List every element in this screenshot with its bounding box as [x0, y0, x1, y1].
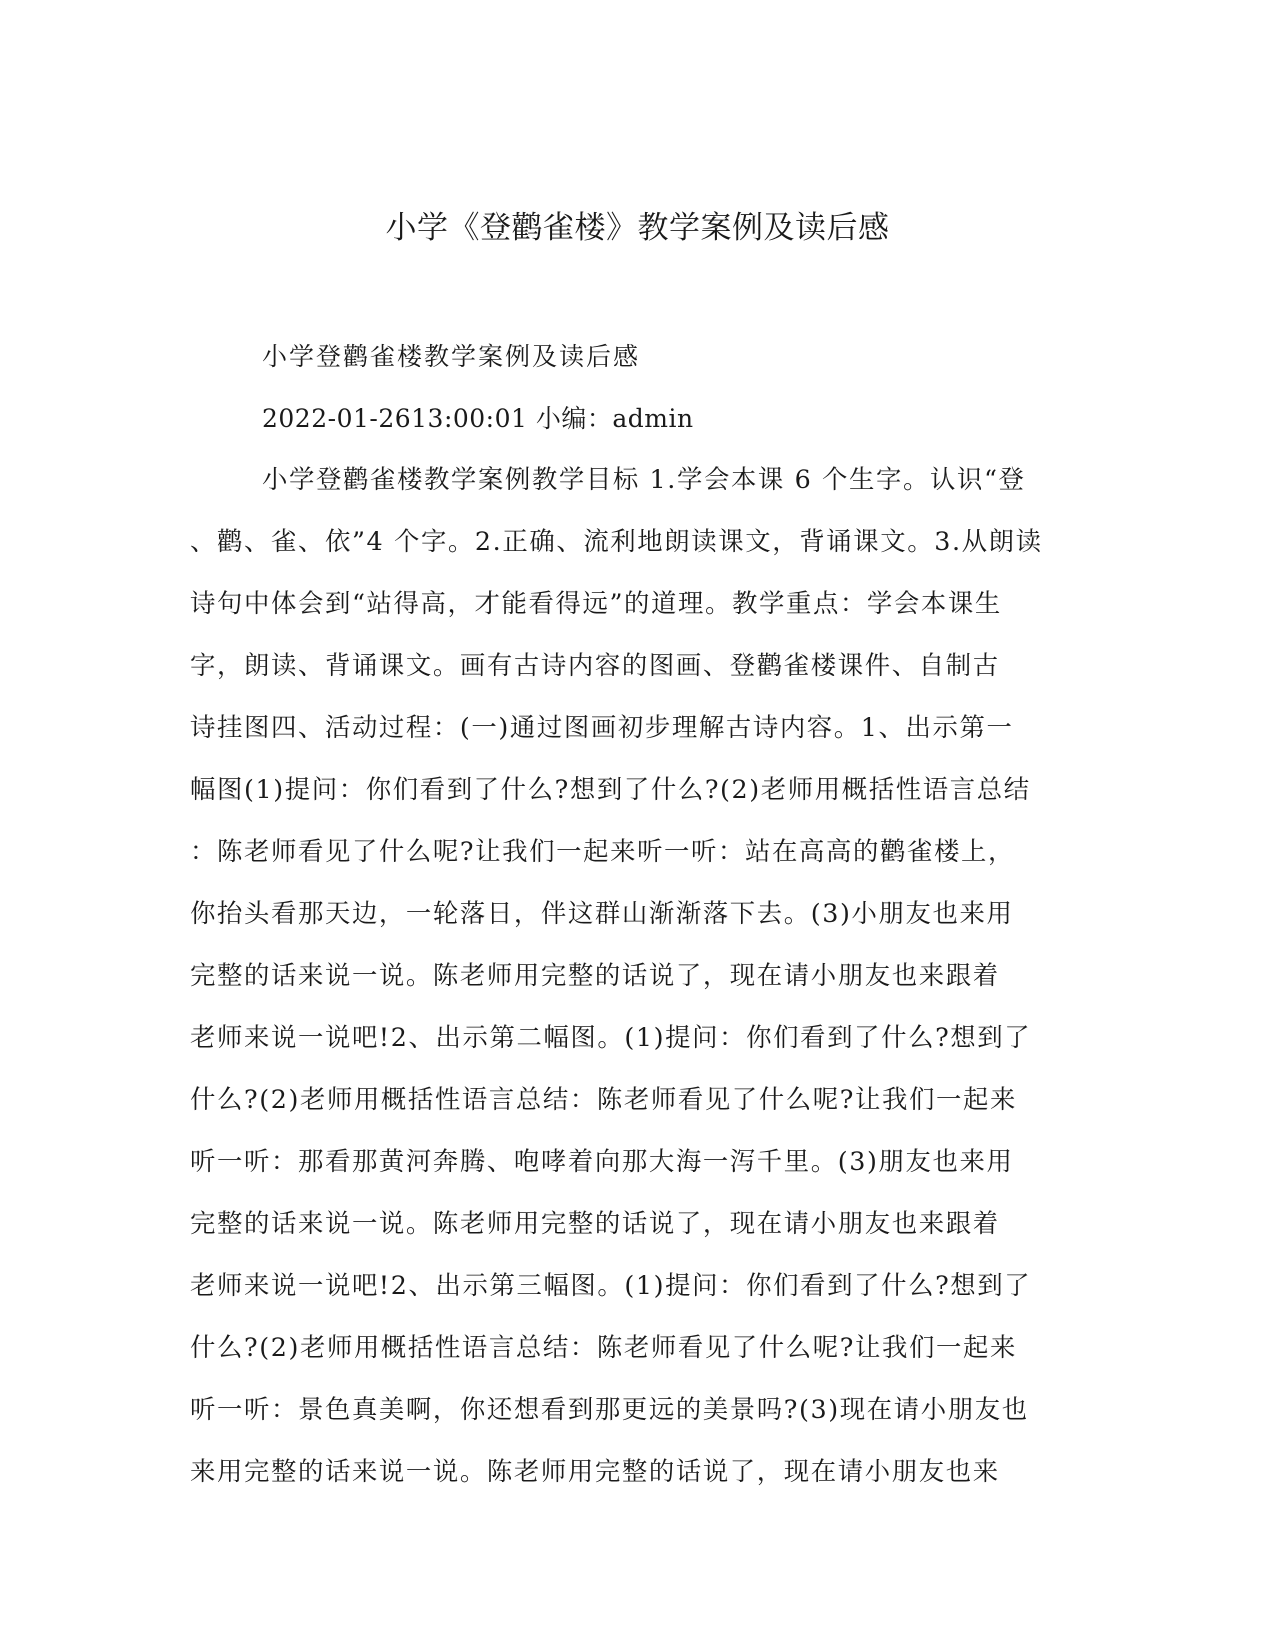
body-line: 什么?(2)老师用概括性语言总结：陈老师看见了什么呢?让我们一起来 [190, 1332, 1017, 1362]
body-line: 老师来说一说吧!2、出示第二幅图。(1)提问：你们看到了什么?想到了 [190, 1022, 1032, 1052]
body-line: 小学登鹳雀楼教学案例教学目标 1.学会本课 6 个生字。认识“登 [262, 464, 1026, 494]
body-line: 幅图(1)提问：你们看到了什么?想到了什么?(2)老师用概括性语言总结 [190, 774, 1031, 804]
body-line: ：陈老师看见了什么呢?让我们一起来听一听：站在高高的鹳雀楼上， [190, 836, 1015, 866]
body-line: 听一听：景色真美啊，你还想看到那更远的美景吗?(3)现在请小朋友也 [190, 1394, 1029, 1424]
body-line: 诗挂图四、活动过程：(一)通过图画初步理解古诗内容。1、出示第一 [190, 712, 1014, 742]
body-line: 听一听：那看那黄河奔腾、咆哮着向那大海一泻千里。(3)朋友也来用 [190, 1146, 1014, 1176]
body-line: 完整的话来说一说。陈老师用完整的话说了，现在请小朋友也来跟着 [190, 1208, 1000, 1238]
body-line: 来用完整的话来说一说。陈老师用完整的话说了，现在请小朋友也来 [190, 1456, 1000, 1486]
article-dateline: 2022-01-2613:00:01 小编：admin [262, 404, 694, 433]
article-body [190, 448, 1080, 1502]
body-line: 老师来说一说吧!2、出示第三幅图。(1)提问：你们看到了什么?想到了 [190, 1270, 1032, 1300]
article-subtitle: 小学登鹳雀楼教学案例及读后感 [262, 342, 641, 371]
body-line: 诗句中体会到“站得高，才能看得远”的道理。教学重点：学会本课生 [190, 588, 1002, 618]
body-line: 你抬头看那天边，一轮落日，伴这群山渐渐落下去。(3)小朋友也来用 [190, 898, 1014, 928]
body-line: 、鹳、雀、依”4 个字。2.正确、流利地朗读课文，背诵课文。3.从朗读 [190, 526, 1043, 556]
body-line: 字，朗读、背诵课文。画有古诗内容的图画、登鹳雀楼课件、自制古 [190, 650, 1000, 680]
body-line: 什么?(2)老师用概括性语言总结：陈老师看见了什么呢?让我们一起来 [190, 1084, 1017, 1114]
document-title: 小学《登鹳雀楼》教学案例及读后感 [385, 210, 890, 246]
body-line: 完整的话来说一说。陈老师用完整的话说了，现在请小朋友也来跟着 [190, 960, 1000, 990]
